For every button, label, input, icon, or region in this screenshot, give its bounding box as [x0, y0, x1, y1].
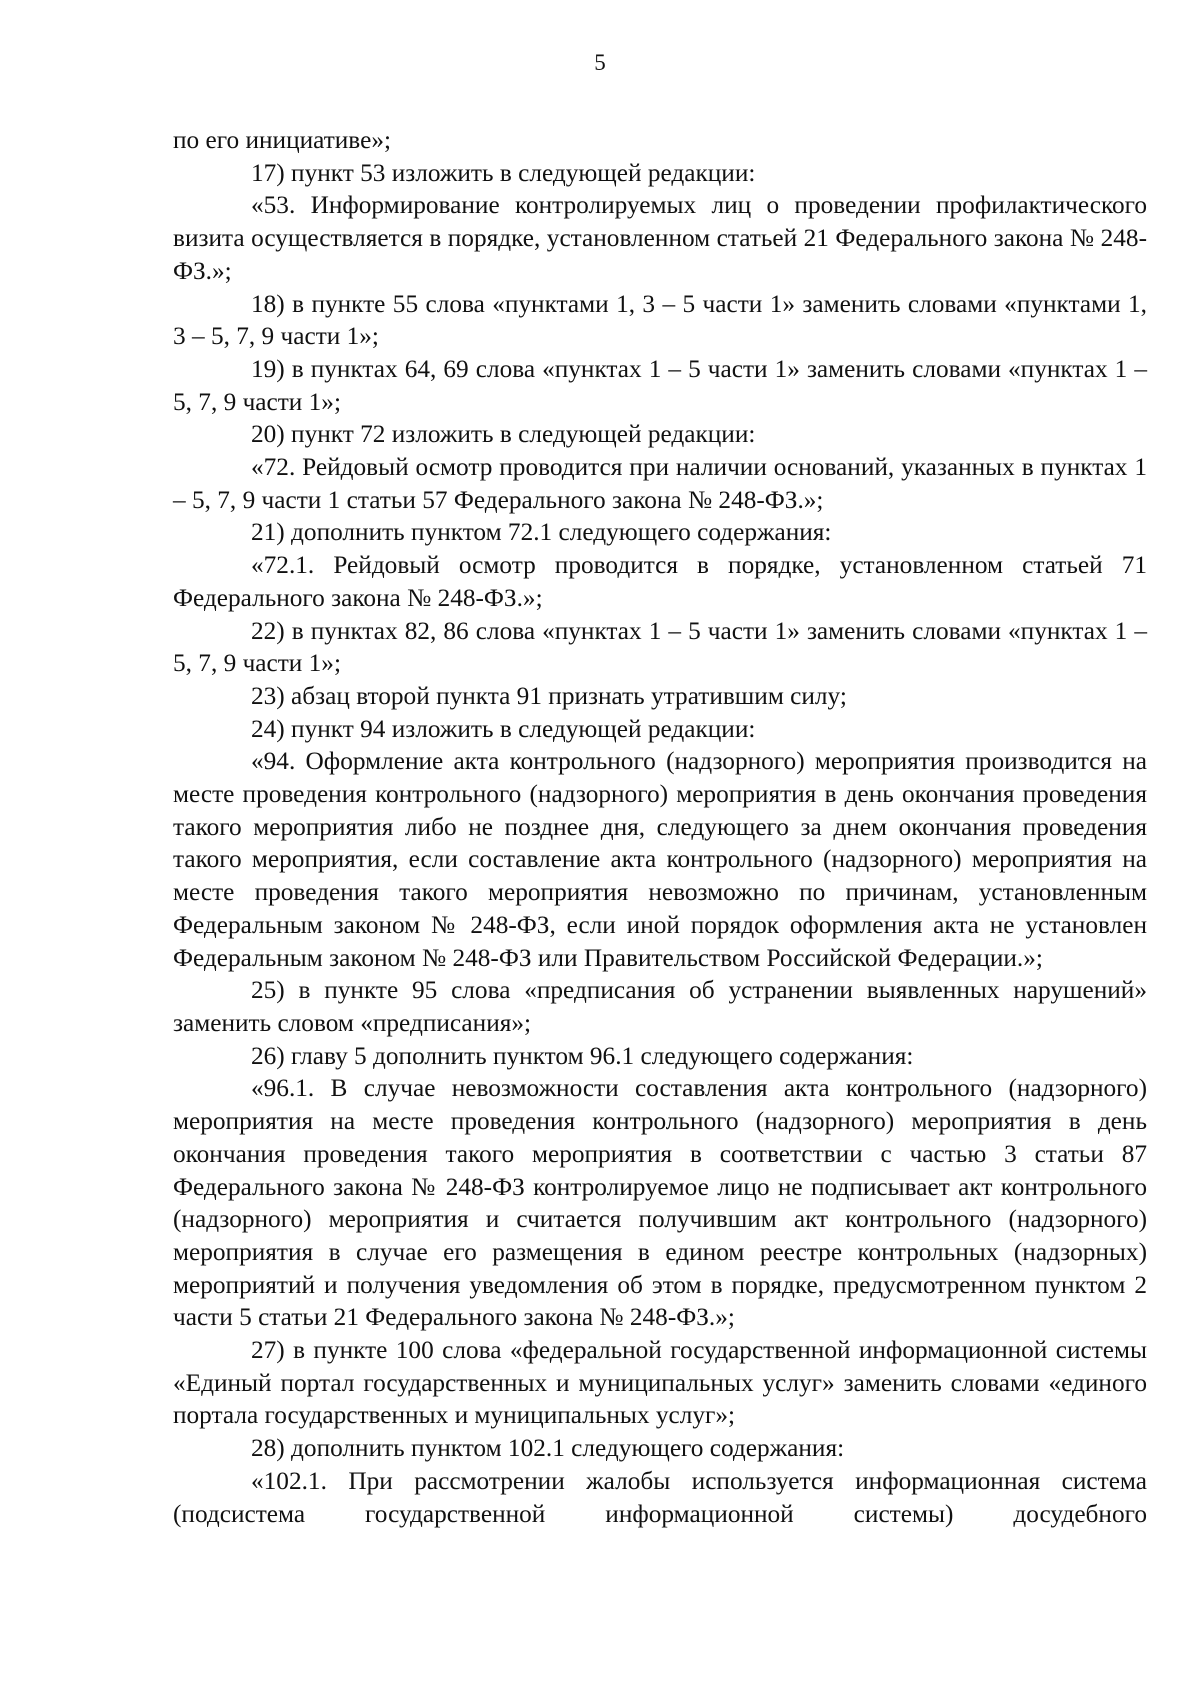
paragraph-quote-72-1: «72.1. Рейдовый осмотр проводится в порядке, установленном статьей 71 Федерального закона № 248-ФЗ.»; — [173, 551, 1147, 612]
paragraph-item-18: 18) в пункте 55 слова «пунктами 1, 3 – 5 части 1» заменить словами «пунктами 1, 3 – 5, 7, 9 части 1»; — [173, 289, 1147, 351]
paragraph-quote-53: «53. Информирование контролируемых лиц о проведении профилактического визита осуществляется в порядке, установленном статьей 21 Федерального закона № 248-ФЗ.»; — [173, 191, 1147, 285]
paragraph-item-22: 22) в пунктах 82, 86 слова «пунктах 1 – 5 части 1» заменить словами «пунктах 1 – 5, 7, 9 части 1»; — [173, 616, 1147, 678]
paragraph-item-20: 20) пункт 72 изложить в следующей редакции: — [251, 420, 756, 449]
paragraph-item-24: 24) пункт 94 изложить в следующей редакции: — [251, 714, 756, 743]
paragraph-item-25: 25) в пункте 95 слова «предписания об устранении выявленных нарушений» заменить словом «предписания»; — [173, 976, 1147, 1037]
paragraph-item-19: 19) в пунктах 64, 69 слова «пунктах 1 – 5 части 1» заменить словами «пунктах 1 – 5, 7, 9 части 1»; — [173, 354, 1147, 416]
paragraph-item-23: 23) абзац второй пункта 91 признать утратившим силу; — [251, 681, 847, 710]
document-body — [173, 124, 1147, 1530]
paragraph-item-17: 17) пункт 53 изложить в следующей редакции: — [251, 158, 756, 187]
paragraph-item-21: 21) дополнить пунктом 72.1 следующего содержания: — [251, 518, 832, 547]
paragraph-item-27: 27) в пункте 100 слова «федеральной государственной информационной системы «Единый портал государственных и муниципальных услуг» заменить словами «единого портала государственных и муниципальных услуг»; — [173, 1336, 1147, 1430]
paragraph-quote-94: «94. Оформление акта контрольного (надзорного) мероприятия производится на месте проведения контрольного (надзорного) мероприятия в день окончания проведения такого мероприятия либо не позднее дня, следующего за днем окончания проведения такого мероприятия, если составление акта контрольного (надзорного) мероприятия на месте проведения такого мероприятия невозможно по причинам, установленным Федеральным законом № 248-ФЗ, если иной порядок оформления акта не установлен Федеральным законом № 248-ФЗ или Правительством Российской Федерации.»; — [173, 747, 1147, 972]
page-number: 5 — [594, 50, 606, 75]
paragraph-quote-102-1: «102.1. При рассмотрении жалобы используется информационная система (подсистема государственной информационной системы) досудебного — [173, 1466, 1147, 1528]
paragraph-quote-96-1: «96.1. В случае невозможности составления акта контрольного (надзорного) мероприятия на месте проведения контрольного (надзорного) мероприятия в день окончания проведения такого мероприятия в соответствии с частью 3 статьи 87 Федерального закона № 248-ФЗ контролируемое лицо не подписывает акт контрольного (надзорного) мероприятия и считается получившим акт контрольного (надзорного) мероприятия в случае его размещения в едином реестре контрольных (надзорных) мероприятий и получения уведомления об этом в порядке, предусмотренном пунктом 2 части 5 статьи 21 Федерального закона № 248-ФЗ.»; — [173, 1074, 1147, 1332]
paragraph-item-26: 26) главу 5 дополнить пунктом 96.1 следующего содержания: — [251, 1041, 914, 1070]
paragraph-quote-72: «72. Рейдовый осмотр проводится при наличии оснований, указанных в пунктах 1 – 5, 7, 9 части 1 статьи 57 Федерального закона № 248-ФЗ.»; — [173, 453, 1147, 514]
paragraph-item-28: 28) дополнить пунктом 102.1 следующего содержания: — [251, 1434, 845, 1463]
paragraph-intro-continuation: по его инициативе»; — [173, 126, 392, 154]
